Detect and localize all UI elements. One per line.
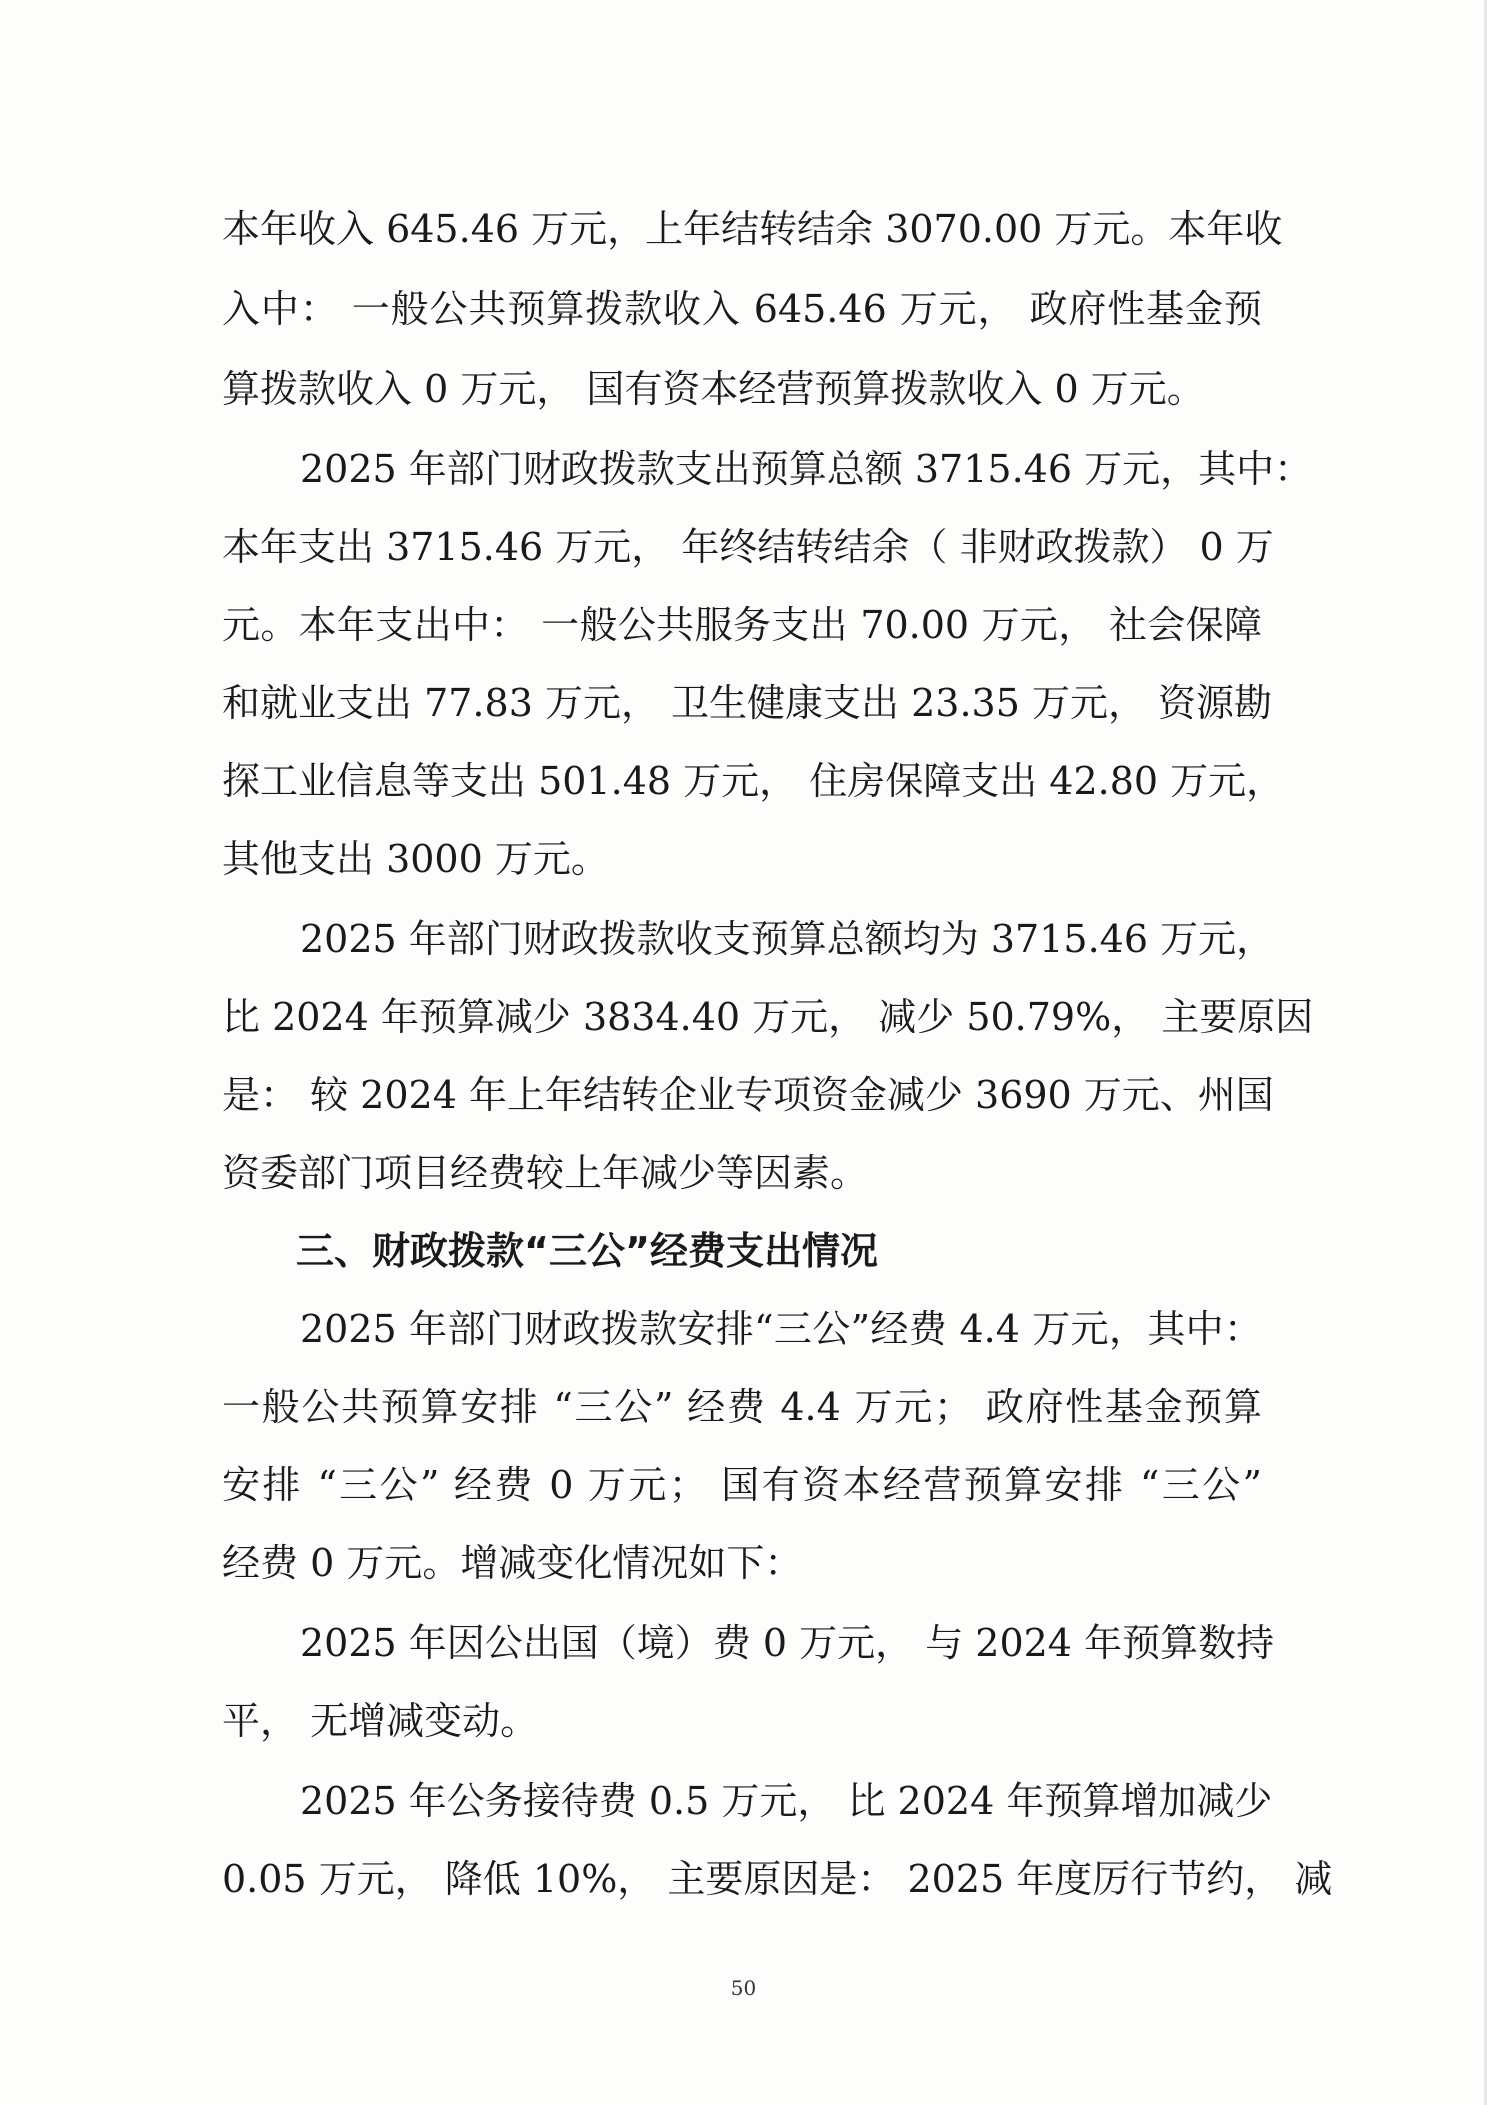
paragraph-line: 和就业支出 77.83 万元， 卫生健康支出 23.35 万元， 资源勘 xyxy=(222,681,1273,725)
paragraph-line: 比 2024 年预算减少 3834.40 万元， 减少 50.79%， 主要原因 xyxy=(222,995,1314,1039)
paragraph-line: 入中： 一般公共预算拨款收入 645.46 万元， 政府性基金预 xyxy=(222,287,1262,331)
paragraph-line: 2025 年公务接待费 0.5 万元， 比 2024 年预算增加减少 xyxy=(300,1779,1273,1823)
paragraph-line: 一般公共预算安排 “三公” 经费 4.4 万元； 政府性基金预算 xyxy=(222,1385,1262,1429)
paragraph-line: 探工业信息等支出 501.48 万元， 住房保障支出 42.80 万元， xyxy=(222,759,1285,803)
paragraph-line: 2025 年因公出国（境）费 0 万元， 与 2024 年预算数持 xyxy=(300,1621,1275,1665)
section-heading: 三、财政拨款“三公”经费支出情况 xyxy=(296,1229,878,1273)
page-number: 50 xyxy=(730,1976,757,2000)
paragraph-line: 2025 年部门财政拨款收支预算总额均为 3715.46 万元， xyxy=(300,917,1275,961)
paragraph-line: 平， 无增减变动。 xyxy=(222,1699,539,1743)
paragraph-line: 安排 “三公” 经费 0 万元； 国有资本经营预算安排 “三公” xyxy=(222,1463,1262,1507)
paragraph-line: 算拨款收入 0 万元， 国有资本经营预算拨款收入 0 万元。 xyxy=(222,367,1205,411)
paragraph-line: 是： 较 2024 年上年结转企业专项资金减少 3690 万元、州国 xyxy=(222,1073,1274,1117)
paragraph-line: 2025 年部门财政拨款支出预算总额 3715.46 万元，其中： xyxy=(300,447,1313,491)
paragraph-line: 本年支出 3715.46 万元， 年终结转结余（ 非财政拨款） 0 万 xyxy=(222,525,1274,569)
paragraph-line: 经费 0 万元。增减变化情况如下： xyxy=(222,1541,803,1585)
paragraph-line: 其他支出 3000 万元。 xyxy=(222,837,609,881)
paragraph-line: 本年收入 645.46 万元，上年结转结余 3070.00 万元。本年收 xyxy=(222,207,1283,251)
paragraph-line: 元。本年支出中： 一般公共服务支出 70.00 万元， 社会保障 xyxy=(222,603,1262,647)
paragraph-line: 资委部门项目经费较上年减少等因素。 xyxy=(222,1151,869,1195)
paragraph-line: 0.05 万元， 降低 10%， 主要原因是： 2025 年度厉行节约， 减 xyxy=(222,1857,1333,1901)
paragraph-line: 2025 年部门财政拨款安排“三公”经费 4.4 万元，其中： xyxy=(300,1307,1262,1351)
